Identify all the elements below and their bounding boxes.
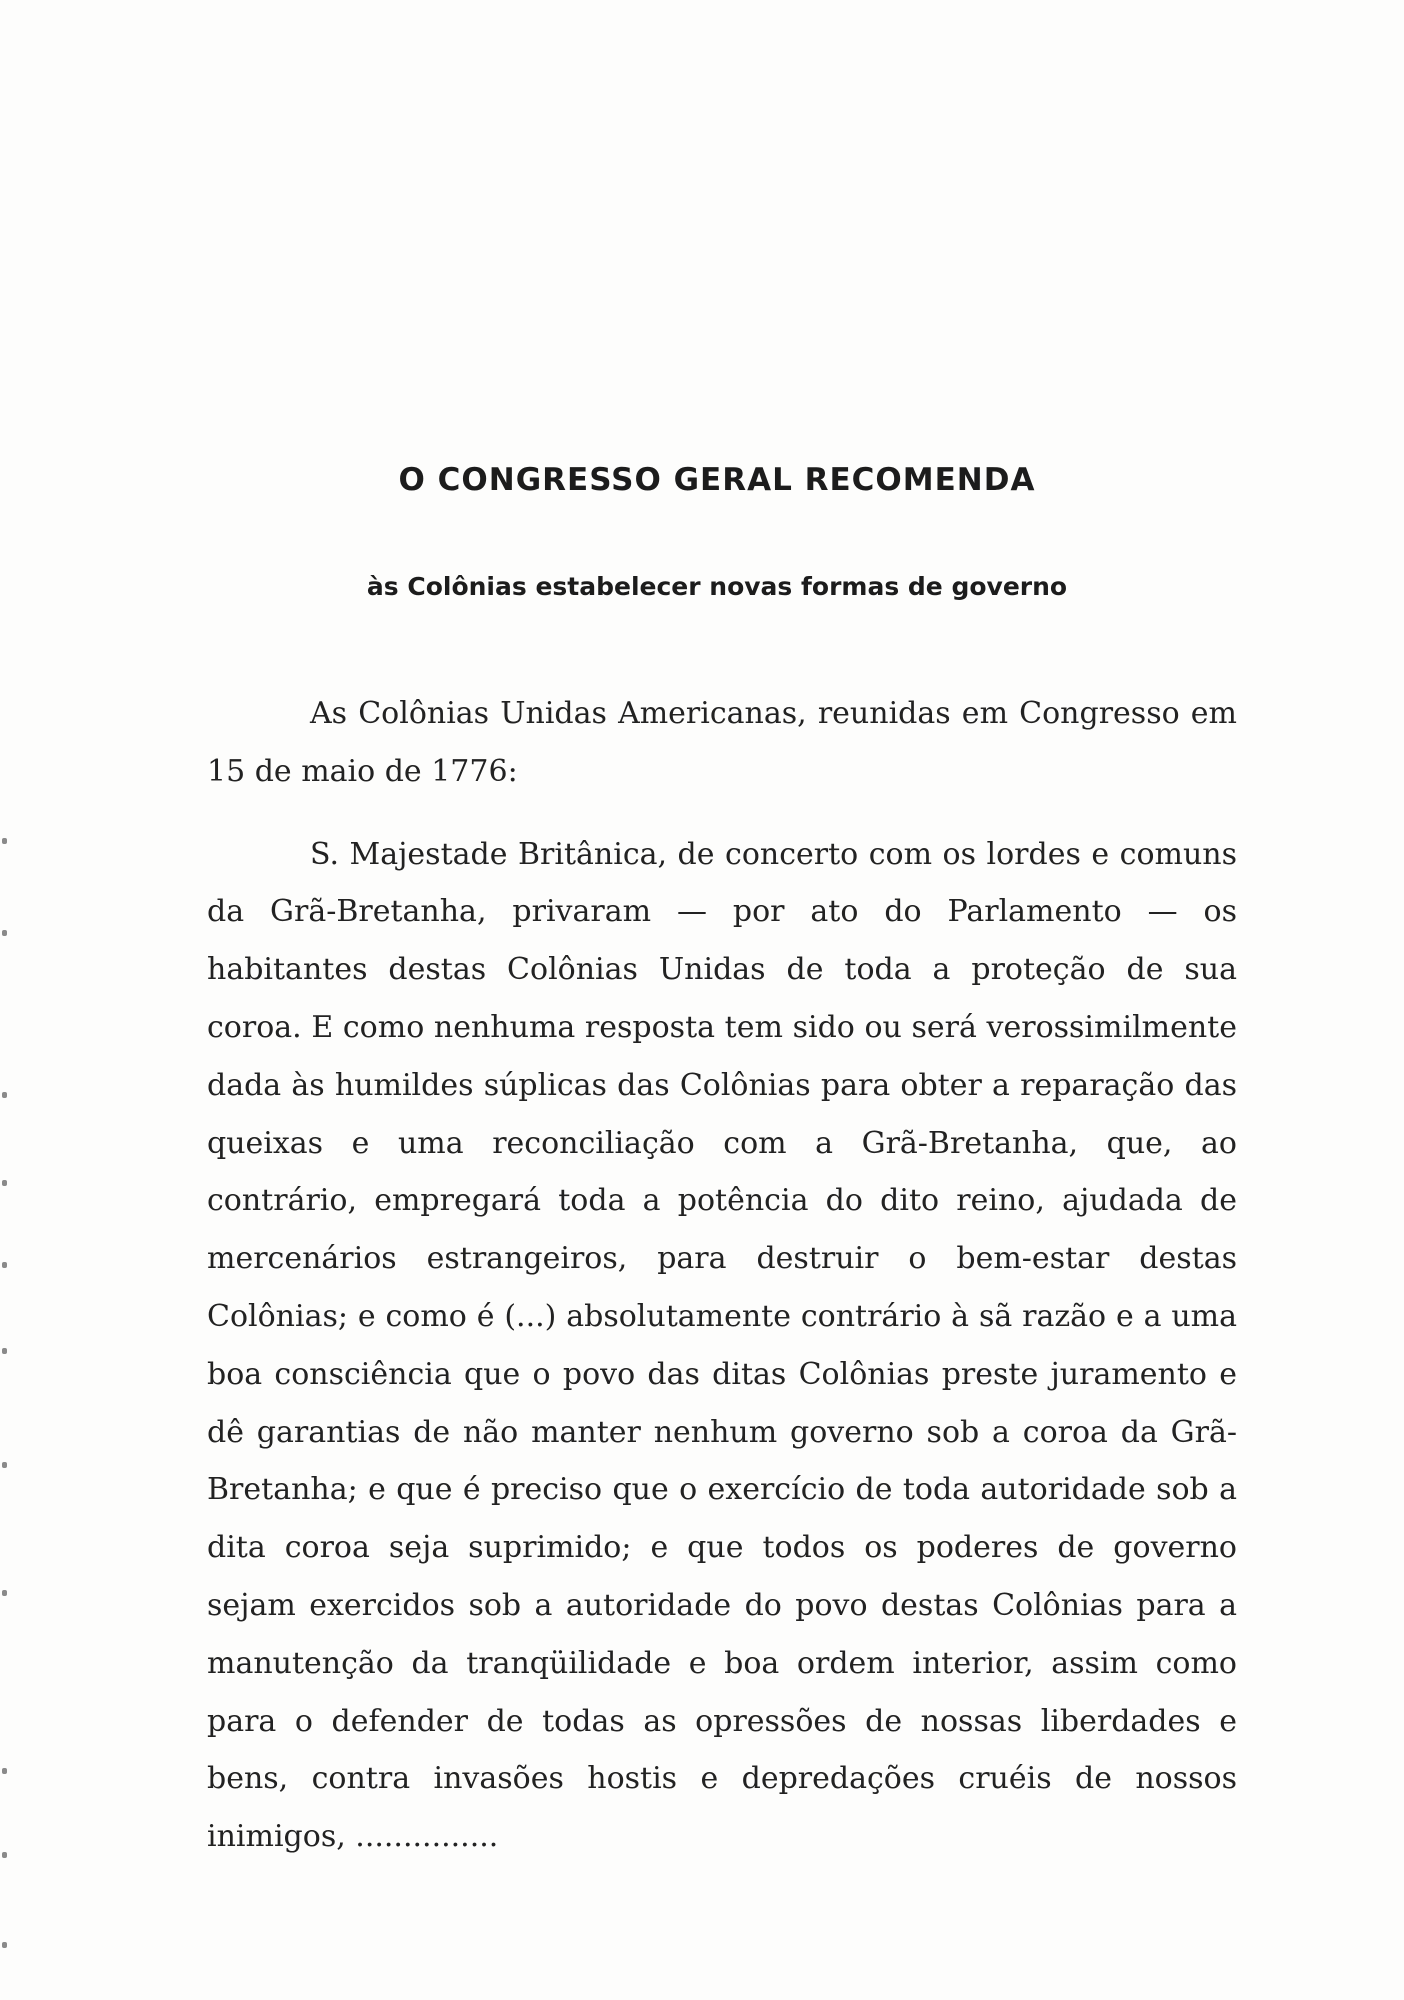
document-subtitle: às Colônias estabelecer novas formas de governo [366, 572, 1068, 601]
scan-edge-marks [0, 0, 12, 2000]
document-title: O CONGRESSO GERAL RECOMENDA [398, 462, 1036, 498]
document-body [207, 685, 1237, 1866]
paragraph-preamble: As Colônias Unidas Americanas, reunidas em Congresso em 15 de maio de 1776: [207, 696, 1237, 789]
paragraph-main: S. Majestade Britânica, de concerto com os lordes e comuns da Grã-Bretanha, privaram — por ato do Parlamento — os habitantes destas Colônias Unidas de toda a proteção de sua coroa. E como nenhuma resposta tem sido ou será verossimilmente dada às humildes súplicas das Colônias para obter a reparação das queixas e uma reconciliação com a Grã-Bretanha, que, ao contrário, empregará toda a potência do dito reino, ajudada de mercenários estrangeiros, para destruir o bem-estar destas Colônias; e como é (...) absolutamente contrário à sã razão e a uma boa consciência que o povo das ditas Colônias preste juramento e dê garantias de não manter nenhum governo sob a coroa da Grã-Bretanha; e que é preciso que o exercício de toda autoridade sob a dita coroa seja suprimido; e que todos os poderes de governo sejam exercidos sob a autoridade do povo destas Colônias para a manutenção da tranqüilidade e boa ordem interior, assim como para o defender de todas as opressões de nossas liberdades e bens, contra invasões hostis e depredações cruéis de nossos inimigos, ............... [207, 836, 1237, 1855]
